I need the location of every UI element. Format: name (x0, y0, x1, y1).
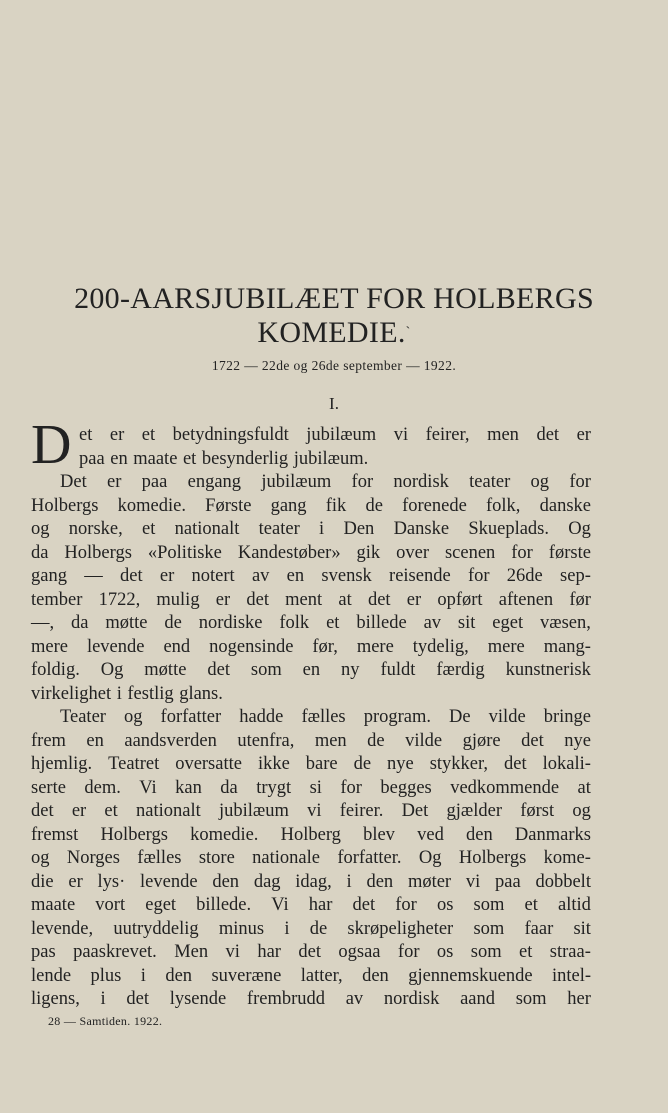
body-text (31, 424, 591, 1012)
text-line: mere levende end nogensinde før, mere tydelig, mere mang- (31, 636, 591, 657)
text-line: lende plus i den suveræne latter, den gjennemskuende intel- (31, 965, 591, 986)
text-line: paa en maate et besynderlig jubilæum. (79, 448, 369, 469)
title-line-2 (30, 316, 638, 350)
title-line-2-text: KOMEDIE. (257, 316, 406, 349)
text-line: maate vort eget billede. Vi har det for os som et altid (31, 895, 591, 915)
text-line: gang — det er notert av en svensk reisende for 26de sep- (31, 566, 591, 586)
text-line: hjemlig. Teatret oversatte ikke bare de nye stykker, det lokali- (31, 754, 591, 774)
article-title (30, 282, 638, 350)
page-footer: 28 — Samtiden. 1922. (48, 1014, 163, 1028)
text-line: et er et betydningsfuldt jubilæum vi feirer, men det er (79, 425, 591, 445)
text-line: levende, uutryddelig minus i de skrøpeligheter som faar sit (31, 918, 591, 939)
text-line: ligens, i det lysende frembrudd av nordisk aand som her (31, 989, 591, 1009)
text-line: die er lys· levende den dag idag, i den møter vi paa dobbelt (31, 871, 591, 892)
text-line: og Norges fælles store nationale forfatter. Og Holbergs kome- (31, 848, 591, 868)
drop-cap: D (31, 414, 72, 476)
text-line: og norske, et nationalt teater i Den Danske Skueplads. Og (31, 519, 591, 539)
text-line: Holbergs komedie. Første gang fik de forenede folk, danske (31, 495, 591, 516)
text-line: tember 1722, mulig er det ment at det er opført aftenen før (31, 589, 591, 610)
title-line-1: 200-AARSJUBILÆET FOR HOLBERGS (74, 282, 594, 315)
text-line: da Holbergs «Politiske Kandestøber» gik over scenen for første (31, 542, 591, 563)
text-line: virkelighet i festlig glans. (31, 683, 223, 704)
text-line: —, da møtte de nordiske folk et billede av sit eget væsen, (31, 613, 591, 633)
text-line: fremst Holbergs komedie. Holberg blev ved den Danmarks (31, 824, 591, 845)
text-line: frem en aandsverden utenfra, men de vilde gjøre det nye (31, 730, 591, 751)
text-line: Det er paa engang jubilæum for nordisk teater og for (60, 472, 591, 492)
text-line: pas paaskrevet. Men vi har det ogsaa for os som et straa- (31, 942, 591, 962)
text-line: Teater og forfatter hadde fælles program. De vilde bringe (60, 707, 591, 727)
text-line: foldig. Og møtte det som en ny fuldt færdig kunstnerisk (31, 660, 591, 680)
text-line: det er et nationalt jubilæum vi feirer. Det gjælder først og (31, 801, 591, 821)
title-footnote-mark: ` (405, 325, 411, 340)
text-line: serte dem. Vi kan da trygt si for begges vedkommende at (31, 777, 591, 798)
article-dates: 1722 — 22de og 26de september — 1922. (211, 358, 457, 373)
section-number: I. (329, 394, 339, 413)
